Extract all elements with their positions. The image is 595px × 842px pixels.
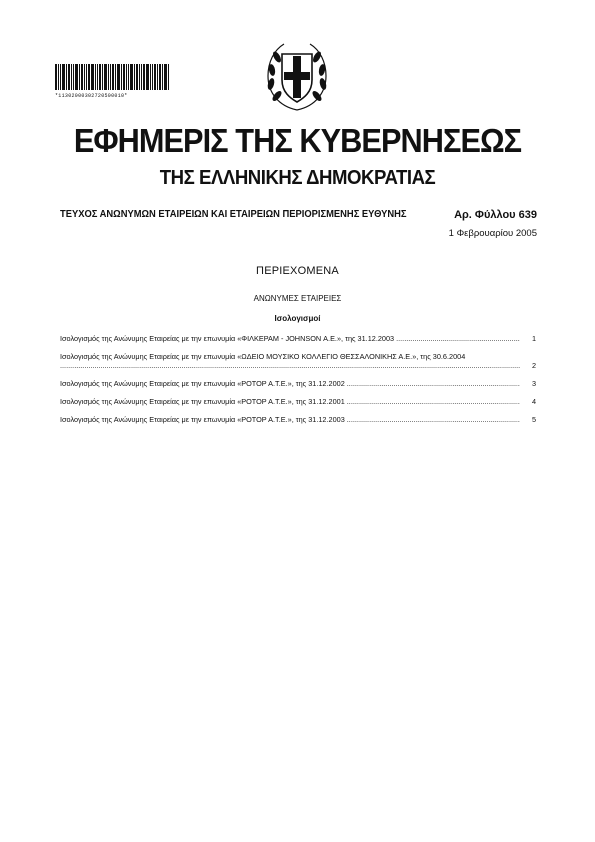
toc-entry-text: Ισολογισμός της Ανώνυμης Εταιρείας με την επωνυμία «ΩΔΕΙΟ ΜΟΥΣΙΚΟ ΚΟΛΛΕΓΙΟ ΘΕΣΣΑΛΟΝΙΚΗΣ Α.Ε.», της 30.6.2004 ..... bbox=[60, 352, 520, 370]
contents-subsection-heading: Ισολογισμοί bbox=[274, 314, 321, 323]
contents-title: ΠΕΡΙΕΧΟΜΕΝΑ bbox=[256, 265, 339, 277]
toc-entry-text: Ισολογισμός της Ανώνυμης Εταιρείας με την επωνυμία «ΡΟΤΟΡ Α.Τ.Ε.», της 31.12.2002 ..... bbox=[60, 379, 520, 388]
issue-date: 1 Φεβρουαρίου 2005 bbox=[448, 228, 537, 239]
toc-entry-page: 4 bbox=[531, 397, 536, 406]
barcode-bars bbox=[55, 64, 185, 90]
barcode-number: *11302000302720500010* bbox=[55, 93, 128, 99]
toc-entry-page: 1 bbox=[531, 334, 536, 343]
toc-entry-text: Ισολογισμός της Ανώνυμης Εταιρείας με την επωνυμία «ΡΟΤΟΡ Α.Τ.Ε.», της 31.12.2001 ..... bbox=[60, 397, 520, 406]
sheet-number: Αρ. Φύλλου 639 bbox=[454, 209, 537, 221]
table-of-contents bbox=[60, 334, 536, 433]
issue-line bbox=[60, 209, 537, 221]
toc-entry[interactable] bbox=[60, 334, 536, 343]
toc-entry-page: 2 bbox=[531, 361, 536, 370]
greek-coat-of-arms-emblem bbox=[262, 40, 332, 112]
issue-type: ΤΕΥΧΟΣ ΑΝΩΝΥΜΩΝ ΕΤΑΙΡΕΙΩΝ ΚΑΙ ΕΤΑΙΡΕΙΩΝ ΠΕΡΙΟΡΙΣΜΕΝΗΣ ΕΥΘΥΝΗΣ bbox=[60, 209, 407, 220]
gazette-title: ΕΦΗΜΕΡΙΣ ΤΗΣ ΚΥΒΕΡΝΗΣΕΩΣ bbox=[73, 122, 522, 159]
toc-entry-text: Ισολογισμός της Ανώνυμης Εταιρείας με την επωνυμία «ΦΙΛΚΕΡΑΜ - JOHNSON Α.Ε.», της 31.12.2003 ..... bbox=[60, 334, 520, 343]
toc-entry[interactable] bbox=[60, 397, 536, 406]
toc-entry-page: 3 bbox=[531, 379, 536, 388]
barcode bbox=[55, 64, 185, 99]
toc-entry[interactable] bbox=[60, 379, 536, 388]
toc-entry[interactable] bbox=[60, 352, 536, 370]
toc-entry-text: Ισολογισμός της Ανώνυμης Εταιρείας με την επωνυμία «ΡΟΤΟΡ Α.Τ.Ε.», της 31.12.2003 ..... bbox=[60, 415, 520, 424]
toc-entry-page: 5 bbox=[531, 415, 536, 424]
contents-section-heading: ΑΝΩΝΥΜΕΣ ΕΤΑΙΡΕΙΕΣ bbox=[253, 294, 342, 303]
toc-entry[interactable] bbox=[60, 415, 536, 424]
gazette-subtitle: ΤΗΣ ΕΛΛΗΝΙΚΗΣ ΔΗΜΟΚΡΑΤΙΑΣ bbox=[159, 167, 436, 189]
